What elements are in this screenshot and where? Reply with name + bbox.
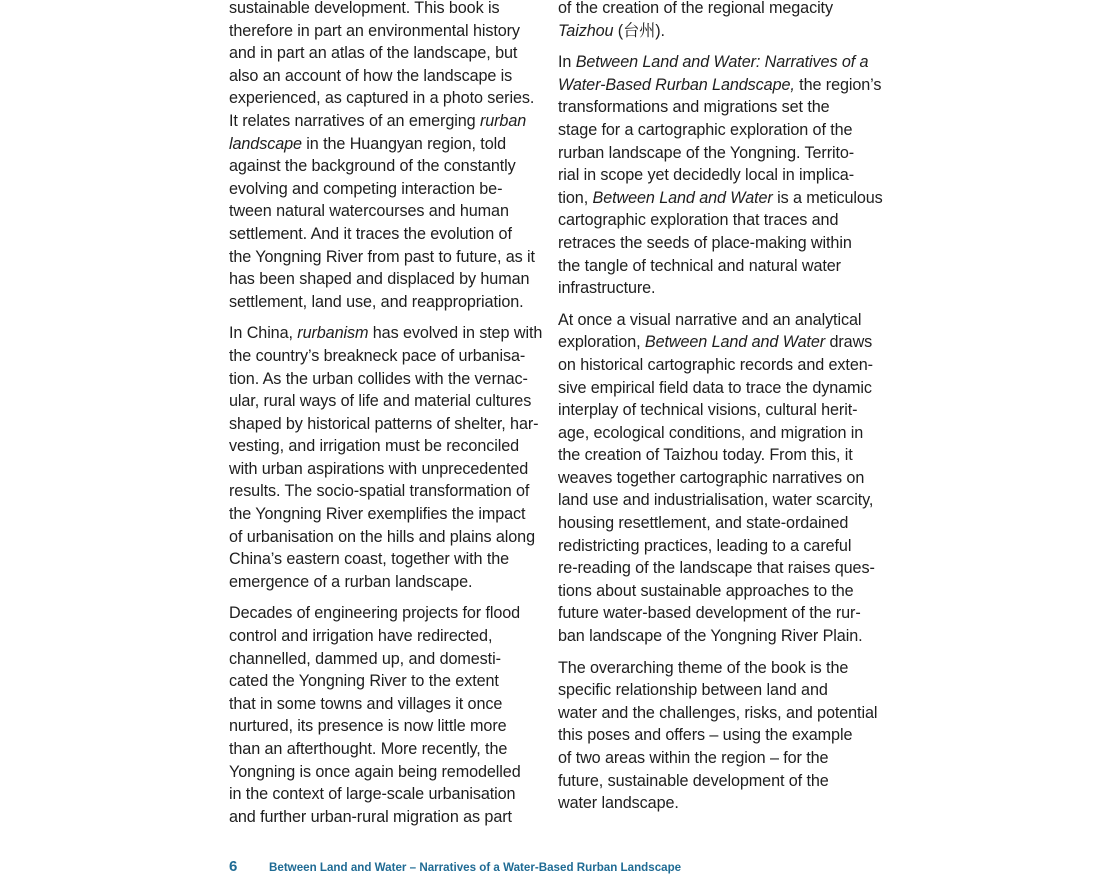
text-run: land use and industrialisation, water scarcity, — [558, 491, 874, 510]
body-paragraph — [229, 0, 545, 313]
text-run: the Yongning River from past to future, as it — [229, 247, 535, 266]
text-run: than an afterthought. More recently, the — [229, 740, 508, 758]
text-line — [558, 467, 878, 490]
text-line — [229, 268, 545, 291]
right-column — [558, 0, 883, 824]
text-run: of urbanisation on the hills and plains along — [229, 527, 535, 546]
text-line — [229, 155, 545, 178]
text-run: has evolved in step with — [368, 324, 543, 343]
text-run: the country’s breakneck pace of urbanisa- — [229, 346, 526, 365]
text-run: and in part an atlas of the landscape, but — [229, 44, 518, 63]
text-line — [558, 444, 878, 467]
text-run: the Yongning River exemplifies the impact — [229, 505, 526, 524]
text-line — [229, 223, 545, 246]
left-column — [229, 0, 545, 837]
text-run: shaped by historical patterns of shelter, har- — [229, 414, 539, 433]
text-line — [229, 413, 545, 436]
text-line — [229, 738, 545, 761]
text-run: Decades of engineering projects for flood — [229, 604, 521, 623]
text-run: In China, — [229, 324, 298, 343]
text-run: that in some towns and villages it once — [229, 694, 503, 713]
text-line — [229, 503, 545, 526]
text-run: emergence of a rurban landscape. — [229, 572, 473, 591]
text-line — [229, 806, 545, 829]
text-run: experienced, as captured in a photo series. — [229, 89, 535, 108]
body-paragraph — [558, 657, 878, 815]
text-run: is a meticulous — [772, 188, 883, 207]
text-line — [229, 368, 545, 391]
text-line — [558, 724, 878, 747]
text-line — [558, 512, 878, 535]
italic-text: Between Land and Water — [592, 188, 773, 207]
text-line — [558, 792, 878, 815]
italic-text: Taizhou — [558, 21, 614, 40]
text-line — [229, 390, 545, 413]
text-run: has been shaped and displaced by human — [229, 270, 530, 289]
page-number: 6 — [229, 858, 238, 875]
text-run: future, sustainable development of the — [558, 771, 829, 790]
text-line — [229, 602, 545, 625]
text-run: tion, — [558, 188, 593, 207]
text-line — [558, 187, 883, 210]
text-line — [558, 657, 878, 680]
text-line — [229, 548, 545, 571]
text-line — [229, 480, 545, 503]
body-paragraph — [558, 51, 883, 300]
text-line — [558, 557, 878, 580]
text-run: on historical cartographic records and exten- — [558, 355, 873, 374]
italic-text: Water-Based Rurban Landscape, — [558, 75, 795, 94]
text-run: also an account of how the landscape is — [229, 66, 513, 85]
text-line — [558, 277, 878, 300]
text-run: It relates narratives of an emerging — [229, 111, 480, 130]
text-run: (台州). — [613, 21, 665, 40]
text-line — [229, 322, 545, 345]
text-line — [229, 246, 545, 269]
text-run: redistricting practices, leading to a careful — [558, 536, 852, 555]
text-line — [229, 87, 545, 110]
text-line — [558, 20, 878, 43]
italic-text: Between Land and Water: Narratives of a — [575, 53, 869, 72]
text-line — [558, 702, 878, 725]
text-run: results. The socio-spatial transformation of — [229, 482, 530, 501]
text-line — [558, 377, 878, 400]
text-run: retraces the seeds of place-making within — [558, 233, 852, 252]
text-run: re-reading of the landscape that raises ques- — [558, 559, 875, 578]
italic-text: Between Land and Water — [644, 333, 826, 352]
text-run: therefore in part an environmental history — [229, 21, 520, 40]
text-run: in the context of large-scale urbanisation — [229, 785, 516, 804]
text-line — [558, 354, 878, 377]
text-line — [558, 142, 878, 165]
text-run: infrastructure. — [558, 279, 656, 298]
text-run: ban landscape of the Yongning River Plain. — [558, 627, 863, 646]
text-run: sustainable development. This book is — [229, 0, 500, 17]
text-run: specific relationship between land and — [558, 681, 828, 700]
text-line — [229, 110, 545, 133]
text-line — [558, 770, 878, 793]
text-run: settlement. And it traces the evolution of — [229, 224, 512, 243]
text-line — [229, 42, 545, 65]
italic-text: landscape — [229, 134, 302, 153]
running-title: Between Land and Water – Narratives of a Water-Based Rurban Landscape — [269, 861, 682, 874]
text-line — [558, 51, 878, 74]
text-line — [229, 20, 545, 43]
text-run: cartographic exploration that traces and — [558, 211, 839, 230]
text-line — [558, 679, 878, 702]
text-run: tween natural watercourses and human — [229, 202, 509, 221]
text-run: stage for a cartographic exploration of the — [558, 120, 853, 139]
text-line — [558, 535, 878, 558]
text-run: At once a visual narrative and an analytical — [558, 310, 862, 329]
text-run: Yongning is once again being remodelled — [229, 762, 521, 781]
text-run: in the Huangyan region, told — [301, 134, 506, 153]
text-line — [558, 602, 878, 625]
text-line — [558, 625, 878, 648]
text-line — [229, 0, 545, 20]
text-run: this poses and offers – using the example — [558, 726, 853, 745]
text-line — [229, 458, 545, 481]
text-run: ular, rural ways of life and material cultures — [229, 392, 532, 411]
text-run: channelled, dammed up, and domesti- — [229, 649, 501, 668]
text-run: tions about sustainable approaches to the — [558, 581, 854, 600]
text-run: weaves together cartographic narratives on — [558, 468, 865, 487]
text-line — [229, 648, 545, 671]
text-run: tion. As the urban collides with the vernac- — [229, 369, 528, 388]
text-run: the creation of Taizhou today. From this, it — [558, 446, 853, 465]
text-run: nurtured, its presence is now little more — [229, 717, 507, 736]
text-run: rial in scope yet decidedly local in implica- — [558, 166, 855, 185]
text-line — [229, 761, 545, 784]
text-line — [558, 422, 878, 445]
text-run: vesting, and irrigation must be reconciled — [229, 437, 520, 456]
text-line — [229, 526, 545, 549]
text-line — [558, 232, 878, 255]
text-run: exploration, — [558, 333, 645, 352]
text-line — [229, 783, 545, 806]
text-line — [558, 96, 878, 119]
text-run: future water-based development of the rur- — [558, 604, 861, 623]
text-line — [229, 65, 545, 88]
text-line — [229, 625, 545, 648]
text-line — [558, 209, 878, 232]
text-line — [558, 255, 878, 278]
italic-text: rurban — [479, 111, 527, 130]
text-line — [558, 580, 878, 603]
text-line — [229, 291, 545, 314]
text-run: evolving and competing interaction be- — [229, 179, 503, 198]
body-paragraph — [229, 322, 545, 593]
text-run: housing resettlement, and state-ordained — [558, 514, 849, 533]
text-run: China’s eastern coast, together with the — [229, 550, 510, 569]
text-run: In — [558, 53, 576, 72]
italic-text: rurbanism — [297, 324, 369, 343]
text-line — [229, 693, 545, 716]
body-paragraph — [558, 0, 878, 42]
text-run: of two areas within the region – for the — [558, 749, 829, 767]
text-line — [229, 435, 545, 458]
text-line — [558, 74, 882, 97]
text-line — [558, 309, 878, 332]
text-run: against the background of the constantly — [229, 157, 516, 176]
text-run: The overarching theme of the book is the — [558, 658, 849, 677]
text-run: the region’s — [794, 75, 882, 94]
text-run: and further urban-rural migration as part — [229, 807, 512, 826]
text-line — [229, 571, 545, 594]
text-line — [558, 164, 878, 187]
text-run: water and the challenges, risks, and potential — [558, 703, 878, 722]
body-paragraph — [229, 602, 545, 828]
text-run: of the creation of the regional megacity — [558, 0, 833, 17]
text-run: interplay of technical visions, cultural herit- — [558, 401, 858, 420]
text-run: age, ecological conditions, and migration in — [558, 423, 864, 442]
text-run: cated the Yongning River to the extent — [229, 672, 499, 691]
text-line — [558, 399, 878, 422]
text-line — [558, 331, 878, 354]
text-run: control and irrigation have redirected, — [229, 627, 493, 646]
text-line — [229, 133, 545, 156]
text-run: sive empirical field data to trace the dynamic — [558, 378, 872, 397]
text-run: draws — [825, 333, 873, 352]
text-line — [229, 345, 545, 368]
text-run: settlement, land use, and reappropriation. — [229, 292, 524, 311]
text-line — [229, 715, 545, 738]
text-line — [229, 670, 545, 693]
text-line — [558, 0, 878, 20]
text-line — [229, 200, 545, 223]
text-run: transformations and migrations set the — [558, 98, 830, 117]
text-line — [558, 489, 878, 512]
text-run: with urban aspirations with unprecedented — [229, 459, 529, 478]
text-line — [229, 178, 545, 201]
text-run: the tangle of technical and natural water — [558, 256, 841, 275]
text-line — [558, 119, 878, 142]
text-line — [558, 747, 878, 770]
body-paragraph — [558, 309, 878, 648]
text-run: water landscape. — [558, 794, 679, 813]
text-run: rurban landscape of the Yongning. Territo- — [558, 143, 855, 162]
